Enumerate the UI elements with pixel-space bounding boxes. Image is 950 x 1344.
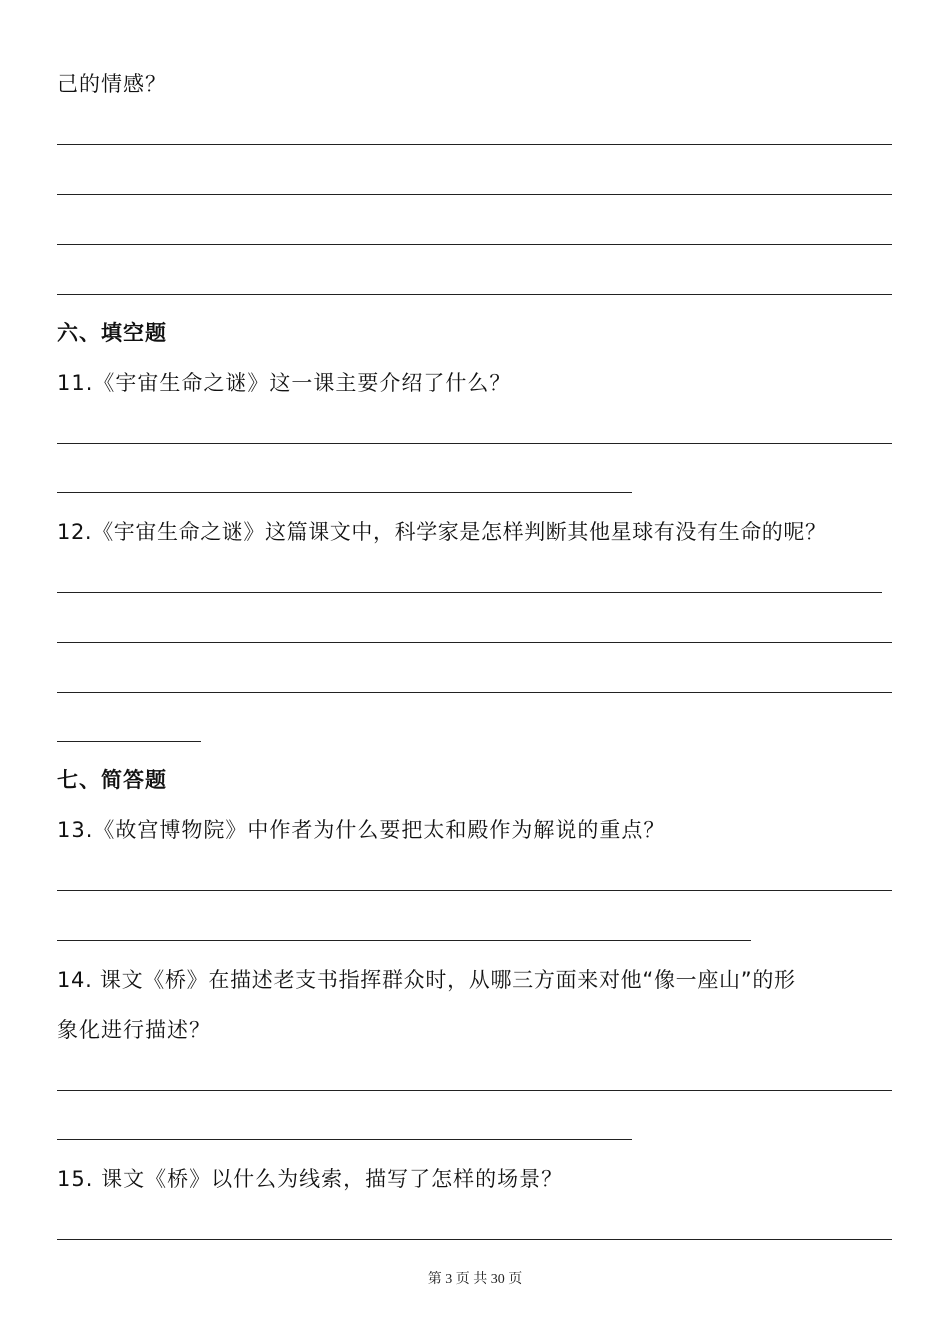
answer-line [57,144,892,145]
answer-line [57,692,892,693]
answer-line [57,592,882,593]
question-13: 13.《故宫博物院》中作者为什么要把太和殿作为解说的重点？ [57,818,666,842]
question-12: 12.《宇宙生命之谜》这篇课文中，科学家是怎样判断其他星球有没有生命的呢？ [57,520,827,544]
answer-line [57,940,751,941]
section-heading: 六、填空题 [57,321,167,345]
answer-line [57,741,201,742]
answer-line [57,492,632,493]
answer-line [57,443,892,444]
answer-line [57,294,892,295]
answer-line [57,642,892,643]
question-11: 11.《宇宙生命之谜》这一课主要介绍了什么？ [57,371,512,395]
answer-line [57,244,892,245]
section-heading: 七、简答题 [57,768,167,792]
question-continuation: 己的情感？ [57,72,167,96]
question-14-cont: 象化进行描述？ [57,1018,211,1042]
question-15: 15. 课文《桥》以什么为线索，描写了怎样的场景？ [57,1167,564,1191]
answer-line [57,1239,892,1240]
answer-line [57,194,892,195]
page-footer: 第 3 页 共 30 页 [427,1272,523,1287]
answer-line [57,1090,892,1091]
question-14: 14. 课文《桥》在描述老支书指挥群众时，从哪三方面来对他“像一座山”的形 [57,968,796,992]
answer-line [57,890,892,891]
answer-line [57,1139,632,1140]
